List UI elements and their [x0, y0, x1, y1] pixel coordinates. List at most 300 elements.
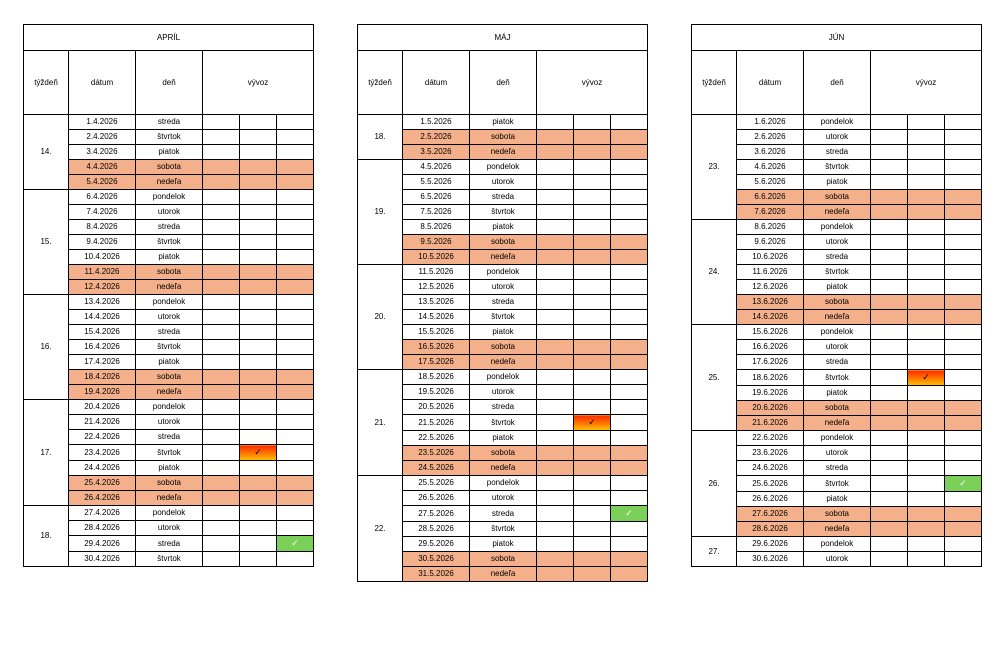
pickup-cell[interactable] [240, 370, 277, 385]
pickup-cell[interactable] [945, 190, 982, 205]
pickup-cell[interactable] [574, 310, 611, 325]
pickup-cell[interactable] [574, 431, 611, 446]
pickup-cell[interactable] [574, 400, 611, 415]
pickup-cell[interactable] [240, 280, 277, 295]
pickup-cell[interactable] [871, 250, 908, 265]
pickup-cell[interactable] [240, 115, 277, 130]
pickup-cell[interactable] [871, 522, 908, 537]
date-cell: 23.6.2026 [737, 446, 804, 461]
pickup-cell[interactable] [611, 461, 648, 476]
pickup-cell[interactable] [945, 522, 982, 537]
pickup-cell[interactable] [203, 235, 240, 250]
pickup-cell[interactable] [240, 220, 277, 235]
pickup-cell[interactable] [908, 325, 945, 340]
pickup-cell[interactable] [537, 537, 574, 552]
pickup-cell[interactable] [871, 205, 908, 220]
pickup-cell[interactable] [611, 250, 648, 265]
pickup-cell[interactable] [277, 445, 314, 461]
pickup-cell[interactable] [203, 325, 240, 340]
pickup-cell[interactable] [908, 295, 945, 310]
pickup-cell[interactable] [574, 552, 611, 567]
pickup-cell[interactable] [871, 492, 908, 507]
pickup-cell[interactable] [537, 491, 574, 506]
pickup-cell[interactable] [277, 160, 314, 175]
pickup-cell[interactable] [574, 370, 611, 385]
pickup-cell[interactable] [240, 295, 277, 310]
week-number: 15. [24, 190, 69, 295]
pickup-cell[interactable] [611, 431, 648, 446]
pickup-cell[interactable] [945, 115, 982, 130]
pickup-cell[interactable] [871, 145, 908, 160]
pickup-cell[interactable] [537, 325, 574, 340]
pickup-cell[interactable] [574, 280, 611, 295]
pickup-cell[interactable] [537, 415, 574, 431]
pickup-cell[interactable] [203, 370, 240, 385]
pickup-cell[interactable] [611, 567, 648, 582]
pickup-cell-marked[interactable] [945, 476, 982, 492]
pickup-cell[interactable] [240, 355, 277, 370]
pickup-cell[interactable] [945, 370, 982, 386]
pickup-cell[interactable] [203, 491, 240, 506]
pickup-cell[interactable] [537, 220, 574, 235]
pickup-cell[interactable] [945, 220, 982, 235]
day-row [358, 115, 648, 130]
pickup-cell[interactable] [537, 310, 574, 325]
day-name-cell: sobota [804, 507, 871, 522]
pickup-cell[interactable] [908, 220, 945, 235]
pickup-cell[interactable] [277, 205, 314, 220]
pickup-cell[interactable] [574, 522, 611, 537]
pickup-cell[interactable] [574, 205, 611, 220]
week-number: 16. [24, 295, 69, 400]
pickup-cell[interactable] [908, 461, 945, 476]
date-cell: 4.5.2026 [403, 160, 470, 175]
pickup-cell[interactable] [611, 385, 648, 400]
pickup-cell[interactable] [945, 265, 982, 280]
pickup-cell[interactable] [945, 295, 982, 310]
pickup-cell[interactable] [537, 385, 574, 400]
pickup-cell[interactable] [871, 340, 908, 355]
pickup-cell[interactable] [945, 145, 982, 160]
pickup-cell[interactable] [574, 506, 611, 522]
pickup-cell[interactable] [240, 175, 277, 190]
pickup-cell-marked[interactable] [277, 536, 314, 552]
pickup-cell[interactable] [203, 145, 240, 160]
pickup-cell[interactable] [537, 446, 574, 461]
pickup-cell[interactable] [871, 325, 908, 340]
day-row [358, 476, 648, 491]
pickup-cell[interactable] [203, 506, 240, 521]
pickup-cell[interactable] [277, 295, 314, 310]
pickup-cell[interactable] [945, 160, 982, 175]
pickup-cell[interactable] [240, 461, 277, 476]
pickup-cell[interactable] [611, 115, 648, 130]
pickup-cell[interactable] [277, 415, 314, 430]
pickup-cell[interactable] [240, 325, 277, 340]
pickup-cell[interactable] [945, 431, 982, 446]
pickup-cell[interactable] [203, 130, 240, 145]
pickup-cell[interactable] [574, 175, 611, 190]
pickup-cell[interactable] [240, 340, 277, 355]
pickup-cell[interactable] [574, 325, 611, 340]
pickup-cell[interactable] [537, 205, 574, 220]
pickup-cell[interactable] [277, 190, 314, 205]
pickup-cell[interactable] [240, 310, 277, 325]
pickup-cell[interactable] [871, 355, 908, 370]
pickup-cell-marked[interactable] [240, 445, 277, 461]
pickup-cell[interactable] [537, 250, 574, 265]
pickup-cell[interactable] [945, 386, 982, 401]
pickup-cell[interactable] [277, 340, 314, 355]
pickup-cell[interactable] [945, 552, 982, 567]
pickup-cell-marked[interactable] [574, 415, 611, 431]
pickup-cell[interactable] [871, 265, 908, 280]
pickup-cell[interactable] [203, 310, 240, 325]
pickup-cell-marked[interactable] [908, 370, 945, 386]
pickup-cell[interactable] [611, 340, 648, 355]
pickup-cell[interactable] [611, 552, 648, 567]
pickup-cell[interactable] [611, 190, 648, 205]
date-cell: 17.6.2026 [737, 355, 804, 370]
pickup-cell[interactable] [574, 160, 611, 175]
pickup-cell[interactable] [945, 205, 982, 220]
pickup-cell[interactable] [611, 446, 648, 461]
pickup-cell[interactable] [240, 521, 277, 536]
pickup-cell[interactable] [277, 370, 314, 385]
pickup-cell[interactable] [871, 190, 908, 205]
pickup-cell[interactable] [537, 522, 574, 537]
pickup-cell[interactable] [277, 130, 314, 145]
pickup-cell[interactable] [537, 190, 574, 205]
pickup-cell[interactable] [574, 537, 611, 552]
pickup-cell[interactable] [277, 235, 314, 250]
pickup-cell[interactable] [611, 235, 648, 250]
pickup-cell[interactable] [908, 416, 945, 431]
pickup-cell[interactable] [574, 491, 611, 506]
pickup-cell[interactable] [945, 416, 982, 431]
pickup-cell[interactable] [537, 476, 574, 491]
pickup-cell[interactable] [945, 507, 982, 522]
pickup-cell[interactable] [277, 310, 314, 325]
pickup-cell[interactable] [871, 175, 908, 190]
date-cell: 24.5.2026 [403, 461, 470, 476]
pickup-cell[interactable] [537, 145, 574, 160]
pickup-cell[interactable] [240, 476, 277, 491]
pickup-cell[interactable] [908, 250, 945, 265]
pickup-cell[interactable] [945, 461, 982, 476]
pickup-cell[interactable] [908, 386, 945, 401]
pickup-cell[interactable] [871, 446, 908, 461]
pickup-cell[interactable] [871, 295, 908, 310]
pickup-cell[interactable] [611, 370, 648, 385]
pickup-cell[interactable] [908, 115, 945, 130]
pickup-cell[interactable] [203, 175, 240, 190]
pickup-cell[interactable] [945, 401, 982, 416]
pickup-cell[interactable] [537, 370, 574, 385]
pickup-cell[interactable] [277, 175, 314, 190]
pickup-cell[interactable] [945, 250, 982, 265]
pickup-cell[interactable] [908, 446, 945, 461]
pickup-cell[interactable] [908, 160, 945, 175]
pickup-cell[interactable] [203, 205, 240, 220]
pickup-cell[interactable] [537, 130, 574, 145]
pickup-cell[interactable] [240, 415, 277, 430]
pickup-cell[interactable] [908, 145, 945, 160]
pickup-cell[interactable] [203, 250, 240, 265]
pickup-cell[interactable] [908, 431, 945, 446]
pickup-cell[interactable] [537, 175, 574, 190]
pickup-cell[interactable] [574, 567, 611, 582]
pickup-cell[interactable] [611, 130, 648, 145]
date-cell: 26.6.2026 [737, 492, 804, 507]
pickup-cell[interactable] [908, 401, 945, 416]
pickup-cell[interactable] [574, 190, 611, 205]
pickup-cell[interactable] [908, 130, 945, 145]
pickup-cell[interactable] [611, 537, 648, 552]
pickup-cell[interactable] [611, 220, 648, 235]
pickup-cell[interactable] [611, 325, 648, 340]
pickup-cell[interactable] [611, 491, 648, 506]
pickup-cell[interactable] [871, 416, 908, 431]
pickup-cell[interactable] [240, 552, 277, 567]
pickup-cell[interactable] [574, 476, 611, 491]
pickup-cell[interactable] [871, 431, 908, 446]
pickup-cell[interactable] [871, 507, 908, 522]
pickup-cell[interactable] [871, 220, 908, 235]
pickup-cell[interactable] [203, 430, 240, 445]
pickup-cell[interactable] [240, 235, 277, 250]
pickup-cell[interactable] [277, 461, 314, 476]
pickup-cell[interactable] [240, 400, 277, 415]
pickup-cell[interactable] [871, 115, 908, 130]
pickup-cell[interactable] [574, 385, 611, 400]
pickup-cell[interactable] [277, 400, 314, 415]
pickup-cell[interactable] [574, 295, 611, 310]
pickup-cell[interactable] [203, 476, 240, 491]
pickup-cell[interactable] [574, 340, 611, 355]
pickup-cell[interactable] [240, 130, 277, 145]
pickup-cell[interactable] [240, 250, 277, 265]
pickup-cell[interactable] [945, 235, 982, 250]
pickup-cell[interactable] [611, 175, 648, 190]
pickup-cell[interactable] [611, 160, 648, 175]
pickup-cell[interactable] [277, 430, 314, 445]
pickup-cell[interactable] [240, 145, 277, 160]
pickup-cell[interactable] [277, 355, 314, 370]
day-name-cell: nedeľa [136, 175, 203, 190]
pickup-cell[interactable] [908, 205, 945, 220]
pickup-cell[interactable] [945, 340, 982, 355]
pickup-cell[interactable] [277, 476, 314, 491]
pickup-cell[interactable] [945, 537, 982, 552]
pickup-cell-marked[interactable] [611, 506, 648, 522]
pickup-cell[interactable] [611, 295, 648, 310]
pickup-cell[interactable] [611, 415, 648, 431]
pickup-cell[interactable] [240, 430, 277, 445]
pickup-cell[interactable] [537, 461, 574, 476]
pickup-cell[interactable] [537, 552, 574, 567]
pickup-cell[interactable] [277, 506, 314, 521]
pickup-cell[interactable] [945, 280, 982, 295]
pickup-cell[interactable] [871, 461, 908, 476]
pickup-cell[interactable] [537, 506, 574, 522]
pickup-cell[interactable] [611, 476, 648, 491]
pickup-cell[interactable] [574, 235, 611, 250]
pickup-cell[interactable] [871, 552, 908, 567]
pickup-cell[interactable] [240, 506, 277, 521]
pickup-cell[interactable] [908, 522, 945, 537]
day-name-cell: streda [470, 190, 537, 205]
pickup-cell[interactable] [945, 175, 982, 190]
pickup-cell[interactable] [203, 521, 240, 536]
pickup-cell[interactable] [240, 160, 277, 175]
day-name-cell: utorok [136, 521, 203, 536]
date-cell: 3.4.2026 [69, 145, 136, 160]
day-name-cell: nedeľa [804, 416, 871, 431]
pickup-cell[interactable] [537, 400, 574, 415]
pickup-cell[interactable] [537, 115, 574, 130]
pickup-cell[interactable] [871, 386, 908, 401]
pickup-cell[interactable] [203, 445, 240, 461]
pickup-cell[interactable] [537, 567, 574, 582]
pickup-cell[interactable] [537, 280, 574, 295]
pickup-cell[interactable] [277, 220, 314, 235]
pickup-cell[interactable] [203, 265, 240, 280]
date-cell: 18.6.2026 [737, 370, 804, 386]
pickup-cell[interactable] [908, 552, 945, 567]
pickup-cell[interactable] [908, 537, 945, 552]
day-name-cell: štvrtok [470, 205, 537, 220]
pickup-cell[interactable] [908, 235, 945, 250]
pickup-cell[interactable] [611, 400, 648, 415]
pickup-cell[interactable] [574, 145, 611, 160]
pickup-cell[interactable] [240, 205, 277, 220]
pickup-cell[interactable] [277, 265, 314, 280]
pickup-cell[interactable] [574, 446, 611, 461]
pickup-cell[interactable] [611, 205, 648, 220]
pickup-cell[interactable] [240, 190, 277, 205]
day-name-cell: sobota [136, 265, 203, 280]
pickup-cell[interactable] [611, 145, 648, 160]
pickup-cell[interactable] [203, 115, 240, 130]
pickup-cell[interactable] [945, 310, 982, 325]
pickup-cell[interactable] [574, 265, 611, 280]
pickup-cell[interactable] [277, 552, 314, 567]
pickup-cell[interactable] [277, 280, 314, 295]
pickup-cell[interactable] [203, 400, 240, 415]
pickup-cell[interactable] [537, 355, 574, 370]
date-cell: 2.6.2026 [737, 130, 804, 145]
pickup-cell[interactable] [945, 130, 982, 145]
pickup-cell[interactable] [871, 280, 908, 295]
pickup-cell[interactable] [871, 401, 908, 416]
pickup-cell[interactable] [203, 340, 240, 355]
pickup-cell[interactable] [203, 280, 240, 295]
pickup-cell[interactable] [574, 220, 611, 235]
pickup-cell[interactable] [277, 250, 314, 265]
pickup-cell[interactable] [871, 310, 908, 325]
pickup-cell[interactable] [908, 280, 945, 295]
pickup-cell[interactable] [574, 115, 611, 130]
pickup-cell[interactable] [871, 130, 908, 145]
pickup-cell[interactable] [945, 446, 982, 461]
date-cell: 21.4.2026 [69, 415, 136, 430]
pickup-cell[interactable] [611, 522, 648, 537]
pickup-cell[interactable] [908, 355, 945, 370]
pickup-cell[interactable] [277, 385, 314, 400]
pickup-cell[interactable] [945, 355, 982, 370]
date-cell: 29.6.2026 [737, 537, 804, 552]
pickup-cell[interactable] [871, 476, 908, 492]
pickup-cell[interactable] [203, 295, 240, 310]
date-cell: 28.5.2026 [403, 522, 470, 537]
pickup-cell[interactable] [203, 461, 240, 476]
pickup-cell[interactable] [945, 325, 982, 340]
pickup-cell[interactable] [277, 491, 314, 506]
pickup-cell[interactable] [871, 537, 908, 552]
pickup-cell[interactable] [240, 385, 277, 400]
pickup-cell[interactable] [908, 507, 945, 522]
pickup-cell[interactable] [871, 160, 908, 175]
pickup-cell[interactable] [611, 310, 648, 325]
pickup-cell[interactable] [945, 492, 982, 507]
pickup-cell[interactable] [908, 492, 945, 507]
day-name-cell: utorok [136, 205, 203, 220]
pickup-cell[interactable] [611, 355, 648, 370]
pickup-cell[interactable] [277, 521, 314, 536]
pickup-cell[interactable] [908, 310, 945, 325]
pickup-cell[interactable] [203, 415, 240, 430]
pickup-cell[interactable] [611, 280, 648, 295]
pickup-cell[interactable] [871, 370, 908, 386]
pickup-cell[interactable] [537, 431, 574, 446]
pickup-cell[interactable] [871, 235, 908, 250]
pickup-cell[interactable] [537, 340, 574, 355]
pickup-cell[interactable] [537, 160, 574, 175]
pickup-cell[interactable] [574, 461, 611, 476]
pickup-cell[interactable] [203, 385, 240, 400]
pickup-cell[interactable] [203, 220, 240, 235]
pickup-cell[interactable] [277, 145, 314, 160]
day-name-cell: sobota [470, 340, 537, 355]
pickup-cell[interactable] [908, 340, 945, 355]
pickup-cell[interactable] [574, 250, 611, 265]
date-cell: 25.4.2026 [69, 476, 136, 491]
pickup-cell[interactable] [908, 175, 945, 190]
pickup-cell[interactable] [537, 235, 574, 250]
pickup-cell[interactable] [240, 265, 277, 280]
pickup-cell[interactable] [537, 295, 574, 310]
pickup-cell[interactable] [908, 265, 945, 280]
pickup-cell[interactable] [240, 491, 277, 506]
date-cell: 14.6.2026 [737, 310, 804, 325]
pickup-cell[interactable] [277, 115, 314, 130]
pickup-cell[interactable] [908, 190, 945, 205]
pickup-cell[interactable] [537, 265, 574, 280]
pickup-cell[interactable] [203, 355, 240, 370]
pickup-cell[interactable] [908, 476, 945, 492]
pickup-cell[interactable] [203, 536, 240, 552]
day-name-cell: pondelok [470, 265, 537, 280]
pickup-cell[interactable] [203, 160, 240, 175]
pickup-cell[interactable] [203, 552, 240, 567]
pickup-cell[interactable] [240, 536, 277, 552]
pickup-cell[interactable] [574, 355, 611, 370]
pickup-cell[interactable] [203, 190, 240, 205]
pickup-cell[interactable] [611, 265, 648, 280]
pickup-cell[interactable] [277, 325, 314, 340]
pickup-cell[interactable] [574, 130, 611, 145]
